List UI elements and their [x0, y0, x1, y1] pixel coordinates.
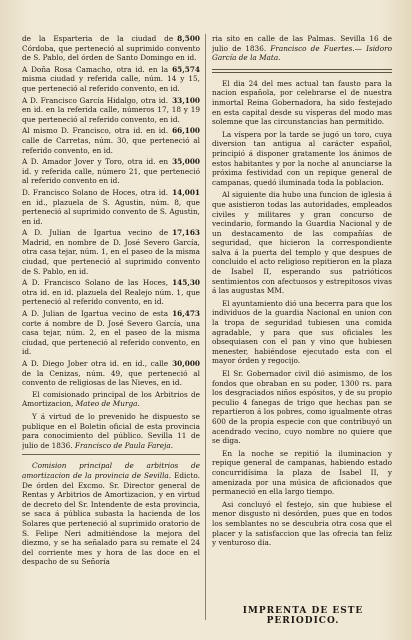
- article-paragraph: La víspera por la tarde se jugó un toro, cuya diversion tan antigua al carácter español, principió á disponer gratamente los ánimos de estos habitantes y por la noche al anunciarse la próxima festividad con un repique general de campanas, quedó iluminada toda la poblacion.: [212, 129, 392, 187]
- list-item: [22, 188, 200, 226]
- column-divider: [205, 34, 206, 620]
- article-paragraph: El ayuntamiento dió una becerra para que los individuos de la guardia Nacional en union con la tropa de seguridad tubiesen una comida agradable, y para que sus oficiales les obsequiasen con el pan y vino que hubiesen menester, habiéndose ejecutado esta con el mayor órden y regocijo.: [212, 298, 392, 366]
- section-divider: [22, 454, 200, 455]
- entry-amount: 33,100: [172, 95, 200, 105]
- entry-text: A D. Diego Jober otra id. en id., calle de la Cenizas, núm. 49, que perteneció al convento de religiosas de las Nieves, en id.: [22, 359, 200, 388]
- entry-amount: 30,000: [172, 359, 200, 368]
- entry-text: A D. Francisco García Hidalgo, otra id. en id. en la referida calle, números 17, 18 y 19 que perteneció al referido convento, en id.: [22, 95, 200, 124]
- notice-title: Comision principal de arbitrios de amortizacion de la provincia de Sevilla.: [22, 461, 200, 480]
- entry-amount: 145,30: [172, 278, 200, 288]
- list-item: [22, 157, 200, 186]
- entry-amount: 35,000: [172, 157, 200, 167]
- top-signature: Francisco de Fuertes.— Isidoro García de la Mata.: [212, 43, 392, 63]
- body-signature: Francisco de Paula Fareja.: [74, 440, 174, 450]
- list-item: [22, 34, 200, 63]
- left-column: [22, 34, 200, 620]
- notice-paragraph: [22, 461, 200, 567]
- entry-text: A D. Julian de Igartua vecino de esta corte á nombre de D. José Severo García, una casa tejar, núm. 2, en el paseo de la misma ciudad, que perteneció al referido convento, en id.: [22, 309, 200, 357]
- entry-amount: 14,001: [172, 187, 200, 197]
- continued-text: ria sito en calle de las Palmas. Sevilla 16 de julio de 1836. Francisco de Fuertes.— Isidoro García de la Mata.: [212, 34, 392, 63]
- entry-amount: 8,500: [177, 34, 200, 43]
- article-paragraph: Al siguiente dia hubo una funcion de iglesia á que asistieron todas las autoridades, empleados civiles y militares y gran concurso de vecindario, formando la Guardia Nacional y de un destacamento de las compañías de seguridad, que hicieron la correspondiente salva á la puerta del templo y que despues de concluido el acto religioso repitieron en la plaza de Isabel II, esperando sus patrióticos sentimientos con afectuosos y estrepitosos vivas á las augustas MM.: [212, 190, 392, 296]
- list-item: [22, 126, 200, 155]
- entry-text: A Doña Rosa Camacho, otra id. en la misma ciudad y referida calle, núm. 14 y 15, que perteneció al referido convento, en id.: [22, 64, 200, 93]
- entry-amount: 65,574: [172, 64, 200, 74]
- body-paragraph: Y á virtud de lo prevenido he dispuesto se publique en el Boletin oficial de esta provincia para conocimiento del público. Sevilla 11 de julio de 1836. Francisco de Paula Fareja.: [22, 411, 200, 450]
- entry-amount: 17,163: [172, 228, 200, 238]
- list-item: [22, 228, 200, 276]
- list-item: [22, 309, 200, 357]
- article-paragraph: En la noche se repitió la iluminacion y repique general de campanas, habiendo estado concurridísima la plaza de Isabel II, y amenizada por una música de aficionados que permaneció en ella largo tiempo.: [212, 448, 392, 497]
- entry-text: D. Francisco Solano de Hoces, otra id. en id., plazuela de S. Agustin, núm. 8, que perteneció al suprimido convento de S. Agustin, en id.: [22, 187, 200, 226]
- closing-line: El comisionado principal de los Arbitrios de Amortizacion, Mateo de Murga.: [22, 389, 200, 409]
- article-paragraph: El Sr. Gobernador civil dió asimismo, de los fondos que obraban en su poder, 1300 rs. para los desgraciados niños espósitos, y de su propio peculio 4 fanegas de trigo que hechas pan se repartieron á los pobres, como igualmente otras 600 de la propia especie con que contribuyó un acendrado vecino, cuyo nombre no quiere que se diga.: [212, 369, 392, 446]
- entry-amount: 16,473: [172, 309, 200, 319]
- entry-text: A D. Amador Jover y Toro, otra id. en id. y referida calle, número 21, que perteneció al referido convento en id.: [22, 157, 200, 186]
- printer-imprint: IMPRENTA DE ESTE PERIODICO.: [242, 606, 364, 626]
- list-item: [22, 96, 200, 125]
- entry-amount: 66,100: [172, 126, 200, 136]
- list-item: [22, 359, 200, 388]
- closing-signature: Mateo de Murga.: [75, 399, 140, 409]
- list-item: [22, 65, 200, 94]
- list-item: [22, 278, 200, 307]
- notice-body: Edicto. De órden del Excmo. Sr. Director general de Rentas y Arbitrios de Amortizacion, y en virtud de decreto del Sr. Intendente de esta provincia, se saca á pública subasta la hacienda de los Solares que perteneció al suprimido oratorio de S. Felipe Neri admitiéndose la mejora del diezmo, y se ha señalado para su remate el 24 del corriente mes y hora de las doce en el despacho de su Señoría: [22, 470, 200, 567]
- article-paragraph: El dia 24 del mes actual tan fausto para la nacion española, por celebrarse el de nuestra inmortal Reina Gobernadora, ha sido festejado en esta capital desde su vísperas del modo mas solemne que las circunstancias han permitido.: [212, 78, 392, 127]
- section-divider: [212, 69, 392, 73]
- entry-text: Al mismo D. Francisco, otra id. en id. calle de Carretas, núm. 30, que perteneció al referido convento, en id.: [22, 126, 200, 155]
- article-paragraph: Asi concluyó el festejo, sin que hubiese el menor disgusto ni desórden, pues que en todos los semblantes no se descubria otra cosa que el placer y la satisfaccion que las ofrecia tan feliz y venturoso dia.: [212, 499, 392, 548]
- entry-text: A D. Francisco Solano de las Hoces, otra id. en id. plazuela del Realejo núm. 1, que perteneció al referido convento, en id.: [22, 278, 200, 307]
- right-column: [212, 34, 392, 620]
- entry-text: A D. Julian de Igartua vecino de Madrid, en nombre de D. José Severo García, otra casa tejar, núm. 1, en el paseo de la misma ciudad, que perteneció al suprimido convento de S. Pablo, en id.: [22, 228, 200, 276]
- entry-text: de la Esparteria de la ciudad de Córdoba, que perteneció al suprimido convento de S. Pablo, del órden de Santo Domingo en id.: [22, 34, 200, 63]
